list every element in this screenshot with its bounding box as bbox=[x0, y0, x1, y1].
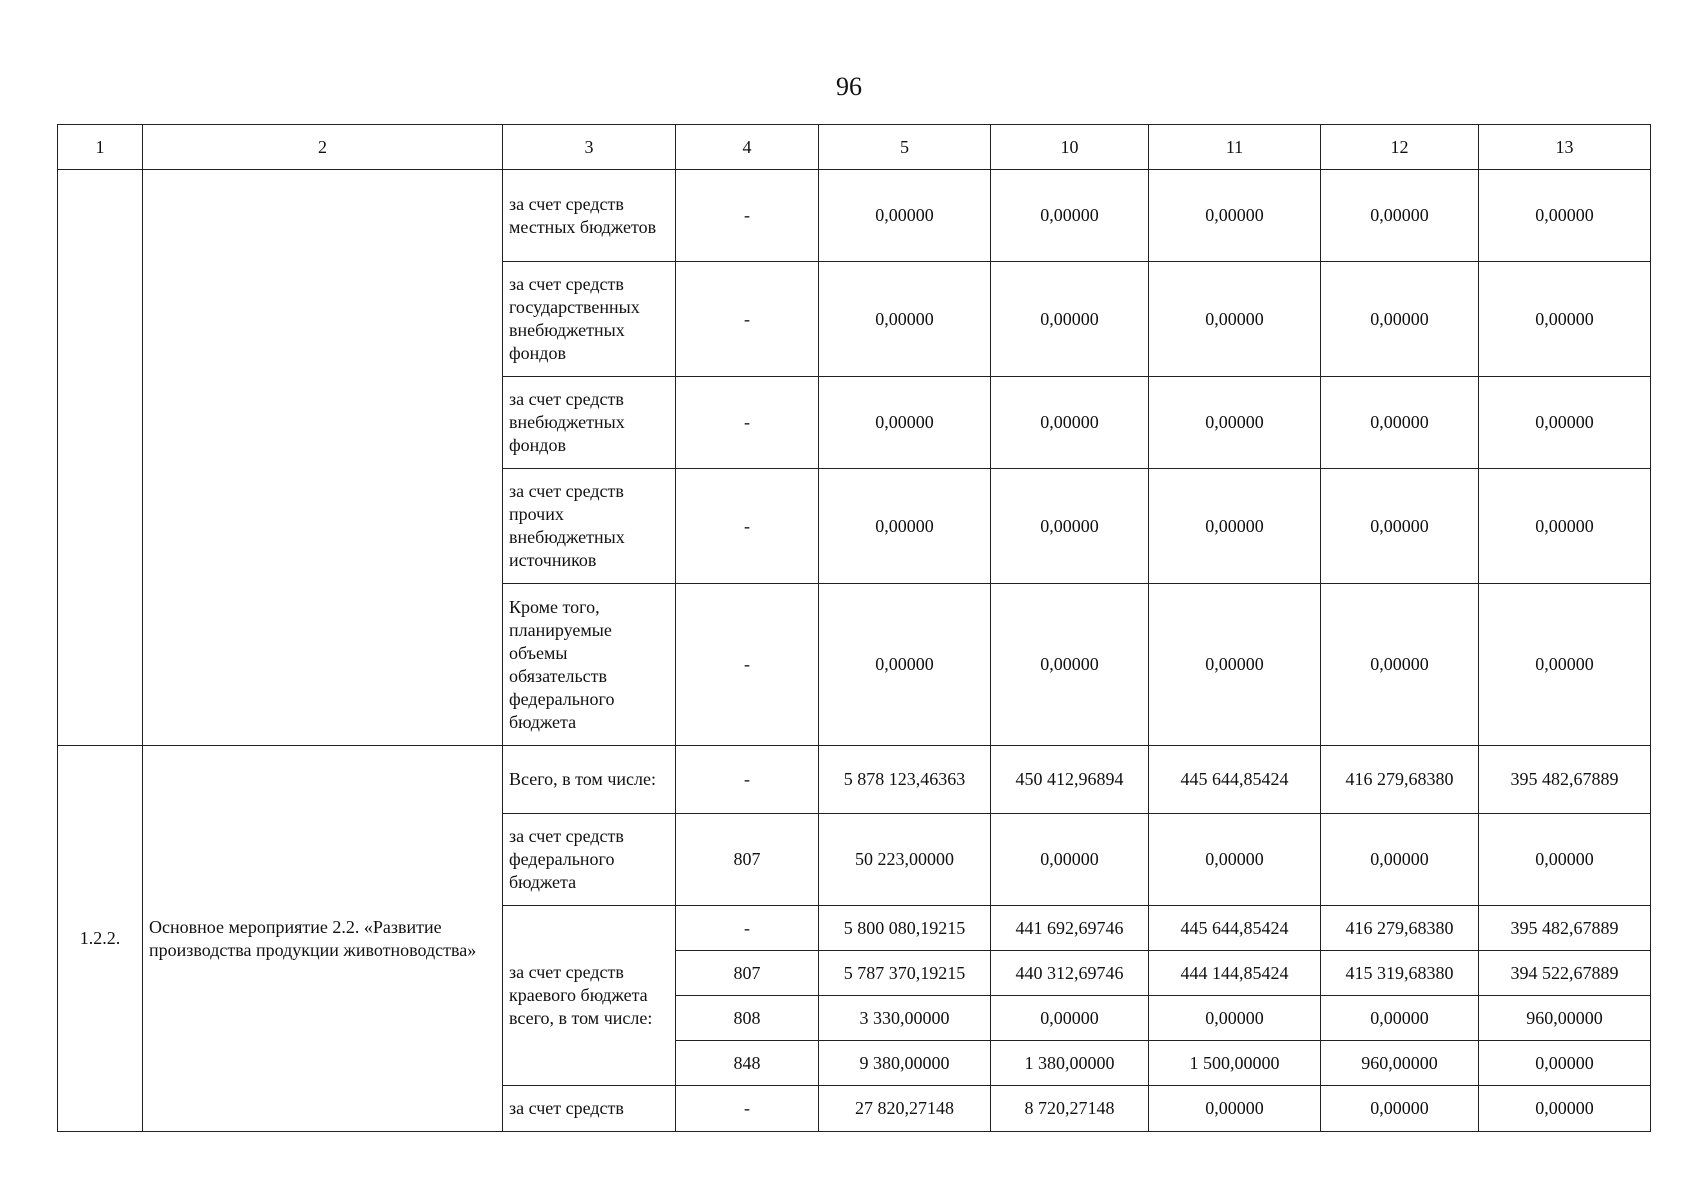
value-cell: 0,00000 bbox=[819, 377, 991, 469]
table-row bbox=[58, 170, 1651, 262]
header-cell: 13 bbox=[1479, 125, 1651, 170]
value-cell: 0,00000 bbox=[991, 377, 1149, 469]
value-cell: 0,00000 bbox=[1149, 814, 1321, 906]
table-row bbox=[58, 746, 1651, 814]
value-cell: 8 720,27148 bbox=[991, 1086, 1149, 1132]
code-cell: 807 bbox=[676, 951, 819, 996]
value-cell: 0,00000 bbox=[1479, 262, 1651, 377]
value-cell: 415 319,68380 bbox=[1321, 951, 1479, 996]
value-cell: 416 279,68380 bbox=[1321, 906, 1479, 951]
header-row bbox=[58, 125, 1651, 170]
code-cell: - bbox=[676, 584, 819, 746]
value-cell: 0,00000 bbox=[1149, 170, 1321, 262]
value-cell: 0,00000 bbox=[1149, 377, 1321, 469]
item-number-cell: 1.2.2. bbox=[58, 746, 143, 1132]
value-cell: 441 692,69746 bbox=[991, 906, 1149, 951]
header-cell: 2 bbox=[143, 125, 503, 170]
header-cell: 10 bbox=[991, 125, 1149, 170]
code-cell: - bbox=[676, 469, 819, 584]
value-cell: 0,00000 bbox=[991, 469, 1149, 584]
value-cell: 5 787 370,19215 bbox=[819, 951, 991, 996]
source-cell: за счет средств внебюджетных фондов bbox=[503, 377, 676, 469]
value-cell: 445 644,85424 bbox=[1149, 746, 1321, 814]
page-number: 96 bbox=[836, 72, 862, 101]
item-name-cell: Основное мероприятие 2.2. «Развитие производства продукции животноводства» bbox=[143, 746, 503, 1132]
header-cell: 1 bbox=[58, 125, 143, 170]
code-cell: - bbox=[676, 377, 819, 469]
source-cell: Кроме того, планируемые объемы обязательств федерального бюджета bbox=[503, 584, 676, 746]
header-cell: 11 bbox=[1149, 125, 1321, 170]
source-cell: за счет средств федерального бюджета bbox=[503, 814, 676, 906]
value-cell: 0,00000 bbox=[1321, 170, 1479, 262]
value-cell: 27 820,27148 bbox=[819, 1086, 991, 1132]
value-cell: 0,00000 bbox=[819, 584, 991, 746]
value-cell: 0,00000 bbox=[1321, 1086, 1479, 1132]
code-cell: 848 bbox=[676, 1041, 819, 1086]
value-cell: 5 878 123,46363 bbox=[819, 746, 991, 814]
value-cell: 395 482,67889 bbox=[1479, 906, 1651, 951]
value-cell: 960,00000 bbox=[1321, 1041, 1479, 1086]
value-cell: 0,00000 bbox=[1479, 469, 1651, 584]
value-cell: 450 412,96894 bbox=[991, 746, 1149, 814]
source-cell: за счет средств краевого бюджета всего, в том числе: bbox=[503, 906, 676, 1086]
header-cell: 5 bbox=[819, 125, 991, 170]
source-cell: за счет средств местных бюджетов bbox=[503, 170, 676, 262]
source-cell: за счет средств государственных внебюджетных фондов bbox=[503, 262, 676, 377]
value-cell: 0,00000 bbox=[1149, 996, 1321, 1041]
number-cell-empty bbox=[58, 170, 143, 746]
value-cell: 3 330,00000 bbox=[819, 996, 991, 1041]
source-cell: за счет средств bbox=[503, 1086, 676, 1132]
value-cell: 0,00000 bbox=[1149, 1086, 1321, 1132]
value-cell: 395 482,67889 bbox=[1479, 746, 1651, 814]
value-cell: 0,00000 bbox=[991, 814, 1149, 906]
value-cell: 1 380,00000 bbox=[991, 1041, 1149, 1086]
value-cell: 50 223,00000 bbox=[819, 814, 991, 906]
value-cell: 0,00000 bbox=[1321, 377, 1479, 469]
value-cell: 0,00000 bbox=[819, 262, 991, 377]
code-cell: 807 bbox=[676, 814, 819, 906]
value-cell: 416 279,68380 bbox=[1321, 746, 1479, 814]
value-cell: 394 522,67889 bbox=[1479, 951, 1651, 996]
value-cell: 0,00000 bbox=[1479, 1086, 1651, 1132]
header-cell: 3 bbox=[503, 125, 676, 170]
header-cell: 4 bbox=[676, 125, 819, 170]
code-cell: - bbox=[676, 1086, 819, 1132]
value-cell: 960,00000 bbox=[1479, 996, 1651, 1041]
value-cell: 444 144,85424 bbox=[1149, 951, 1321, 996]
value-cell: 0,00000 bbox=[1479, 1041, 1651, 1086]
value-cell: 9 380,00000 bbox=[819, 1041, 991, 1086]
value-cell: 0,00000 bbox=[1479, 170, 1651, 262]
value-cell: 1 500,00000 bbox=[1149, 1041, 1321, 1086]
code-cell: - bbox=[676, 906, 819, 951]
value-cell: 0,00000 bbox=[1321, 814, 1479, 906]
value-cell: 0,00000 bbox=[991, 996, 1149, 1041]
value-cell: 0,00000 bbox=[1479, 814, 1651, 906]
value-cell: 0,00000 bbox=[1149, 469, 1321, 584]
value-cell: 0,00000 bbox=[1321, 584, 1479, 746]
header-cell: 12 bbox=[1321, 125, 1479, 170]
value-cell: 0,00000 bbox=[1479, 584, 1651, 746]
value-cell: 445 644,85424 bbox=[1149, 906, 1321, 951]
value-cell: 0,00000 bbox=[1149, 262, 1321, 377]
value-cell: 0,00000 bbox=[1321, 996, 1479, 1041]
name-cell-empty bbox=[143, 170, 503, 746]
code-cell: - bbox=[676, 262, 819, 377]
source-cell: за счет средств прочих внебюджетных источников bbox=[503, 469, 676, 584]
budget-table bbox=[57, 124, 1651, 1132]
value-cell: 0,00000 bbox=[991, 170, 1149, 262]
code-cell: 808 bbox=[676, 996, 819, 1041]
code-cell: - bbox=[676, 746, 819, 814]
value-cell: 0,00000 bbox=[1321, 262, 1479, 377]
code-cell: - bbox=[676, 170, 819, 262]
value-cell: 0,00000 bbox=[1321, 469, 1479, 584]
value-cell: 440 312,69746 bbox=[991, 951, 1149, 996]
value-cell: 5 800 080,19215 bbox=[819, 906, 991, 951]
value-cell: 0,00000 bbox=[819, 469, 991, 584]
source-cell: Всего, в том числе: bbox=[503, 746, 676, 814]
value-cell: 0,00000 bbox=[1479, 377, 1651, 469]
value-cell: 0,00000 bbox=[991, 584, 1149, 746]
value-cell: 0,00000 bbox=[819, 170, 991, 262]
value-cell: 0,00000 bbox=[1149, 584, 1321, 746]
value-cell: 0,00000 bbox=[991, 262, 1149, 377]
